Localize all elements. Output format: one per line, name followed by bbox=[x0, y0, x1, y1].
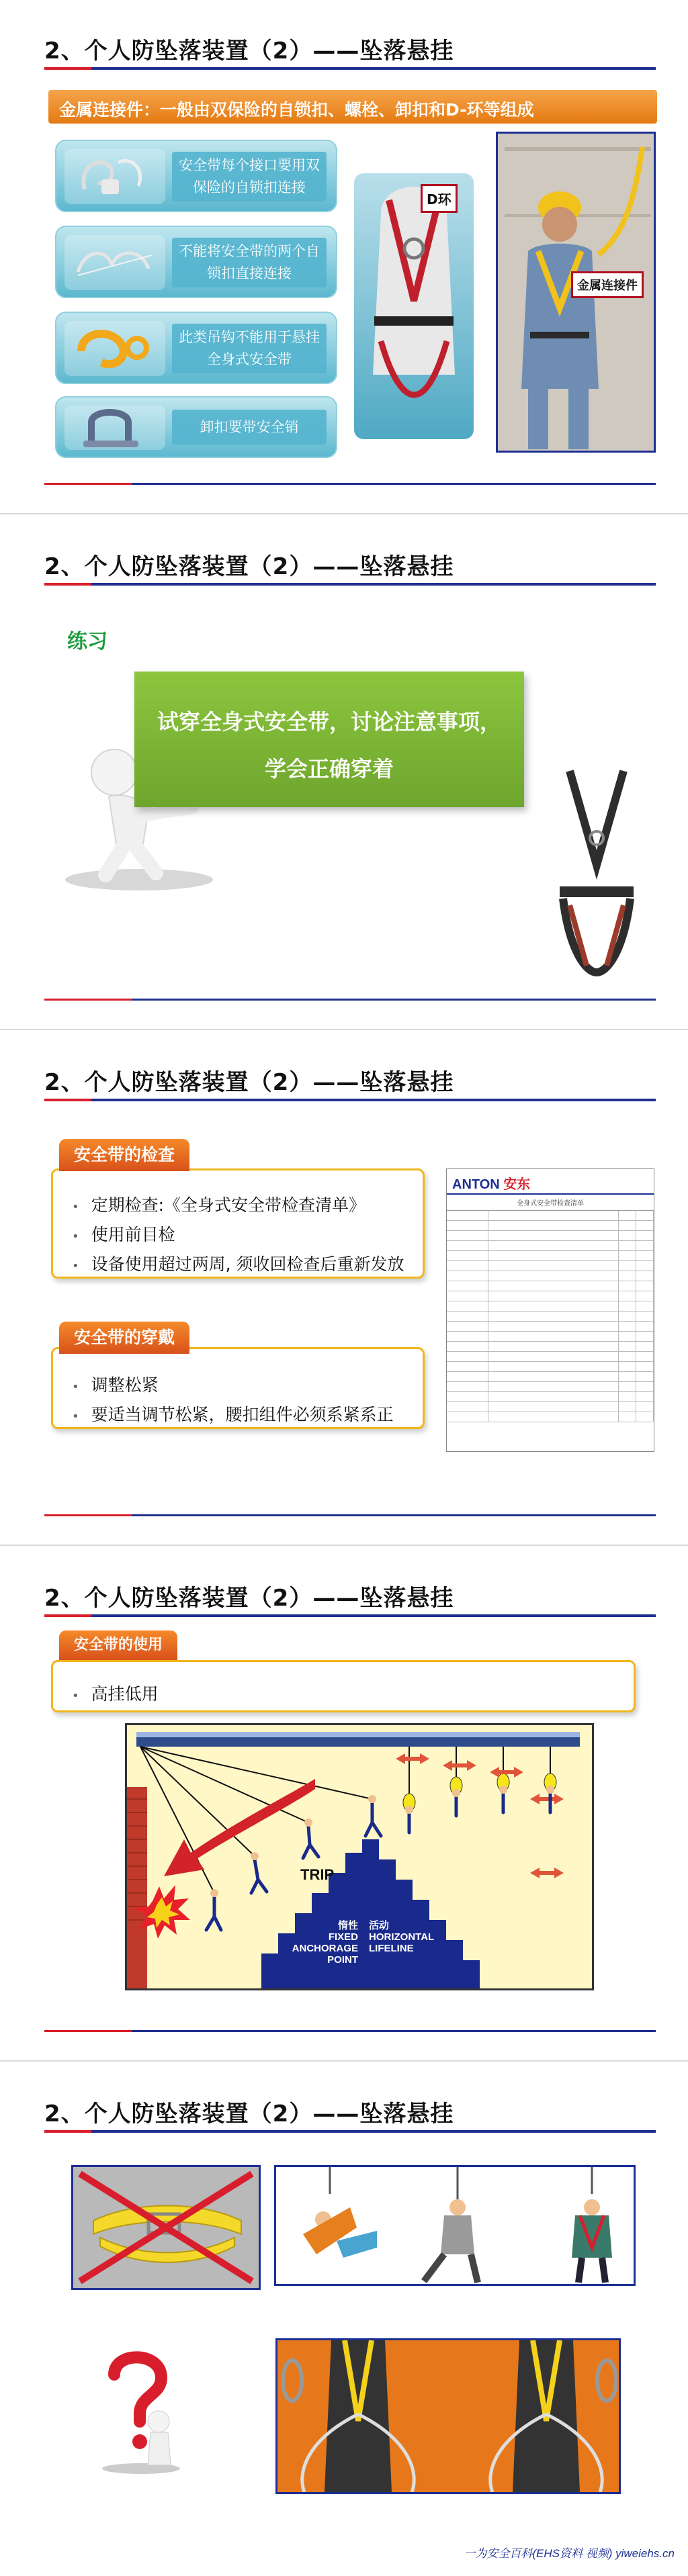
checklist-header bbox=[447, 1169, 654, 1195]
title-rule bbox=[44, 1614, 656, 1617]
double-lanyard-harness-image bbox=[275, 2338, 621, 2494]
slide-1 bbox=[0, 0, 688, 514]
harness-image bbox=[354, 173, 474, 439]
slide-title: 2、个人防坠落装置（2）——坠落悬挂 bbox=[44, 1585, 454, 1612]
full-body-harness-image bbox=[550, 764, 644, 986]
inspection-tag: 安全带的检查 bbox=[59, 1139, 189, 1171]
metal-connector-callout: 金属连接件 bbox=[571, 271, 644, 298]
checklist-document bbox=[446, 1168, 654, 1452]
inspection-item: • 设备使用超过两周, 须收回检查后重新发放 bbox=[72, 1254, 404, 1274]
connector-item-text: 此类吊钩不能用于悬挂全身式安全带 bbox=[172, 324, 327, 373]
inspection-item: • 使用前目检 bbox=[72, 1225, 175, 1244]
two-hooks-image bbox=[64, 235, 165, 290]
practice-board-line-1: 试穿全身式安全带，讨论注意事项， bbox=[157, 709, 501, 735]
fall-arrest-diagram bbox=[125, 1723, 594, 1990]
practice-board-line-2: 学会正确穿着 bbox=[264, 756, 394, 782]
inspection-item: • 定期检查:《全身式安全带检查清单》 bbox=[72, 1195, 366, 1215]
connector-item-text: 安全带每个接口要用双保险的自锁扣连接 bbox=[172, 152, 327, 201]
trip-label: TRIP bbox=[300, 1866, 335, 1883]
connector-item-no-direct bbox=[55, 226, 337, 298]
slide-title: 2、个人防坠落装置（2）——坠落悬挂 bbox=[44, 553, 454, 580]
slide-2 bbox=[0, 516, 688, 1030]
harness-panel bbox=[354, 173, 474, 439]
waist-belt-prohibited-image bbox=[71, 2165, 261, 2290]
slide-title: 2、个人防坠落装置（2）——坠落悬挂 bbox=[44, 38, 454, 64]
slide-3 bbox=[0, 1031, 688, 1546]
shackle-image bbox=[64, 406, 165, 450]
d-ring-callout: D环 bbox=[421, 184, 458, 213]
usage-box bbox=[51, 1660, 636, 1712]
bottom-rule bbox=[44, 2030, 656, 2032]
usage-tag: 安全带的使用 bbox=[59, 1630, 177, 1660]
slide-4 bbox=[0, 1547, 688, 2062]
bottom-rule bbox=[44, 483, 656, 485]
title-rule bbox=[44, 2130, 656, 2133]
connector-banner: 金属连接件：一般由双保险的自锁扣、螺栓、卸扣和D-环等组成 bbox=[48, 90, 657, 124]
fall-arrest-illustration bbox=[127, 1725, 592, 1988]
title-rule bbox=[44, 1099, 656, 1101]
footer-credit: 一为安全百科(EHS资料 视频) yiweiehs.cn bbox=[464, 2547, 675, 2560]
connector-item-text: 卸扣要带安全销 bbox=[172, 410, 327, 445]
connector-item-text: 不能将安全带的两个自锁扣直接连接 bbox=[172, 238, 327, 287]
inspection-box bbox=[51, 1168, 425, 1279]
slide-title: 2、个人防坠落装置（2）——坠落悬挂 bbox=[44, 2101, 454, 2127]
title-rule bbox=[44, 583, 656, 586]
anton-logo: ANTON 安东 bbox=[452, 1177, 531, 1192]
question-man-figure bbox=[94, 2348, 181, 2475]
wearing-tag: 安全带的穿戴 bbox=[59, 1322, 189, 1354]
horizontal-lifeline-label: 活动 HORIZONTAL LIFELINE bbox=[369, 1920, 435, 1954]
connector-item-shackle bbox=[55, 396, 337, 458]
title-rule bbox=[44, 67, 656, 70]
checklist-title: 全身式安全带检查清单 bbox=[447, 1195, 654, 1211]
wearing-item: • 要适当调节松紧，腰扣组件必须系紧系正 bbox=[72, 1405, 394, 1424]
usage-item: • 高挂低用 bbox=[72, 1684, 159, 1704]
connector-item-self-lock bbox=[55, 140, 337, 212]
checklist-table bbox=[447, 1211, 654, 1422]
hook-image bbox=[64, 321, 165, 376]
practice-label: 练习 bbox=[67, 630, 108, 653]
wearing-box bbox=[51, 1347, 425, 1429]
wearing-item: • 调整松紧 bbox=[72, 1375, 159, 1395]
bottom-rule bbox=[44, 1514, 656, 1516]
self-lock-hook-image bbox=[64, 149, 165, 204]
bottom-rule bbox=[44, 999, 656, 1001]
fixed-anchorage-label: 惰性 FIXED ANCHORAGE POINT bbox=[292, 1920, 358, 1966]
slide-title: 2、个人防坠落装置（2）——坠落悬挂 bbox=[44, 1069, 454, 1096]
practice-board bbox=[134, 672, 524, 807]
slide-5 bbox=[0, 2063, 688, 2576]
suspension-figures-image bbox=[274, 2165, 636, 2286]
connector-item-hook bbox=[55, 312, 337, 384]
